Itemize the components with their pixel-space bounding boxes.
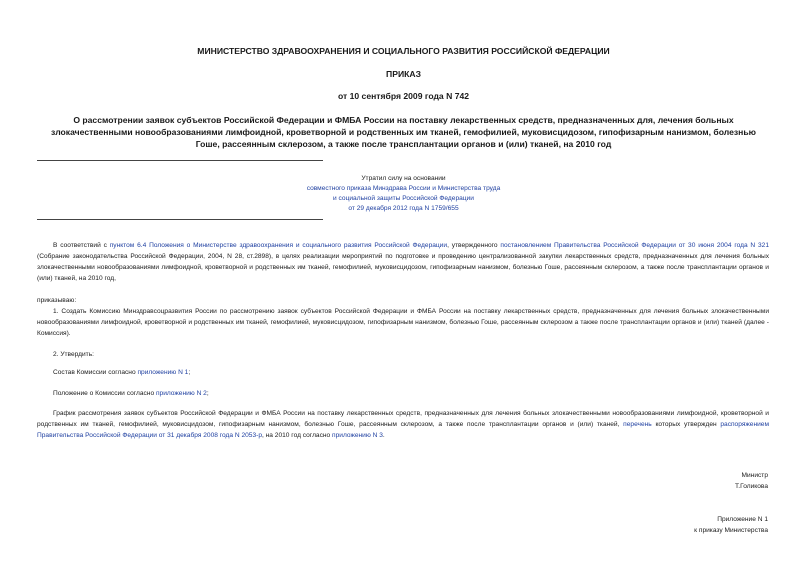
signature-name: Т.Голикова	[734, 483, 768, 490]
preamble-text: , утвержденного	[447, 242, 501, 249]
appendix-label: Приложение N 1	[717, 516, 768, 523]
document-title	[28, 114, 779, 150]
item-2-heading: 2. Утвердить:	[53, 351, 94, 358]
government-order-link[interactable]: распоряжением Правительства Российской Федерации от 31 декабря 2008 года N 2053-р	[37, 421, 769, 439]
repeal-order-link-line2[interactable]: и социальной защиты Российской Федерации	[333, 195, 474, 202]
repeal-note-text: Утратил силу на основании	[361, 175, 446, 182]
schedule-text: которых утвержден	[651, 421, 721, 428]
repeal-order-link[interactable]: совместного приказа Минздрава России и Министерства труда	[306, 185, 501, 192]
appendix-to: к приказу Министерства	[694, 527, 768, 534]
repeal-order-link-line3[interactable]: от 29 декабря 2012 года N 1759/655	[348, 205, 459, 212]
document-type: ПРИКАЗ	[386, 69, 421, 79]
repeal-note	[0, 174, 807, 214]
ministry-heading: МИНИСТЕРСТВО ЗДРАВООХРАНЕНИЯ И СОЦИАЛЬНОГО РАЗВИТИЯ РОССИЙСКОЙ ФЕДЕРАЦИИ	[197, 46, 610, 56]
document-date-number: от 10 сентября 2009 года N 742	[337, 91, 470, 101]
divider-top	[37, 160, 323, 161]
preamble-paragraph	[37, 240, 769, 284]
preamble-text: В соответствий с	[53, 242, 110, 249]
title-line: злокачественными новообразованиями лимфоидной, кроветворной и родственных им тканей, гемофилией, муковисцидозом, гипофизарным нанизмом, болезнью	[51, 127, 756, 137]
regulation-link[interactable]: пунктом 6.4 Положения о Министерстве здравоохранения и социального развития Российской Федерации	[109, 242, 448, 249]
preamble-text: (Собрание законодательства Российской Федерации, 2004, N 28, ст.2898), в целях реализации мероприятий по подготовке и проведению централизованной закупки лекарственных средств, предназначенных для лечения больных злокачественными новообразованиями лимфоидной, кроветворной и родственных им тканей, гемофилией, муковисцидозом, гипофизарным нанизмом, болезнью Гоше, рассеянным склерозом, а также после трансплантации органов и (или) тканей, на 2010 год,	[37, 253, 769, 282]
regulation-end: ;	[206, 390, 209, 397]
schedule-paragraph	[37, 408, 769, 441]
regulation-text: Положение о Комиссии согласно	[53, 390, 156, 397]
item-1-paragraph: 1. Создать Комиссию Минздравсоцразвития России по рассмотрению заявок субъектов Российской Федерации и ФМБА России на поставку лекарственных средств, предназначенных для лечения больных злокачественными новообразованиями лимфоидной, кроветворной и родственных им тканей, гемофилией, муковисцидозом, гипофизарным нанизмом, болезнью Гоше, рассеянным склерозом а также после трансплантации органов и (или) тканей (далее - Комиссия).	[37, 308, 769, 337]
title-line: Гоше, рассеянным склерозом, а также после трансплантации органов и (или) тканей, на 2010 год	[195, 139, 612, 149]
signature-position: Министр	[741, 472, 768, 479]
schedule-end: .	[382, 432, 385, 439]
composition-text: Состав Комиссии согласно	[53, 369, 138, 376]
divider-bottom	[37, 219, 323, 220]
appendix-1-link[interactable]: приложению N 1	[137, 369, 189, 376]
government-decree-link[interactable]: постановлением Правительства Российской Федерации от 30 июня 2004 года N 321	[500, 242, 769, 249]
regulation-line	[53, 388, 209, 399]
list-link[interactable]: перечень	[623, 421, 652, 428]
order-word: приказываю:	[37, 297, 77, 304]
schedule-text: , на 2010 год согласно	[262, 432, 333, 439]
composition-end: ;	[188, 369, 191, 376]
composition-line	[53, 367, 190, 378]
appendix-3-link[interactable]: приложению N 3	[332, 432, 383, 439]
schedule-text: График рассмотрения заявок субъектов Российской Федерации и ФМБА России на поставку лекарственных средств, предназначенных для лечения больных злокачественными новообразованиями лимфоидной, кроветворной и родственных им тканей, гемофилией, муковисцидозом, гипофизарным нанизмом, болезнью Гоше, рассеянным склерозом, а также после трансплантации органов и (или) тканей,	[37, 410, 769, 428]
appendix-2-link[interactable]: приложению N 2	[155, 390, 207, 397]
title-line: О рассмотрении заявок субъектов Российской Федерации и ФМБА России на поставку лекарственных средств, предназначенных для, лечения больных	[73, 115, 734, 125]
